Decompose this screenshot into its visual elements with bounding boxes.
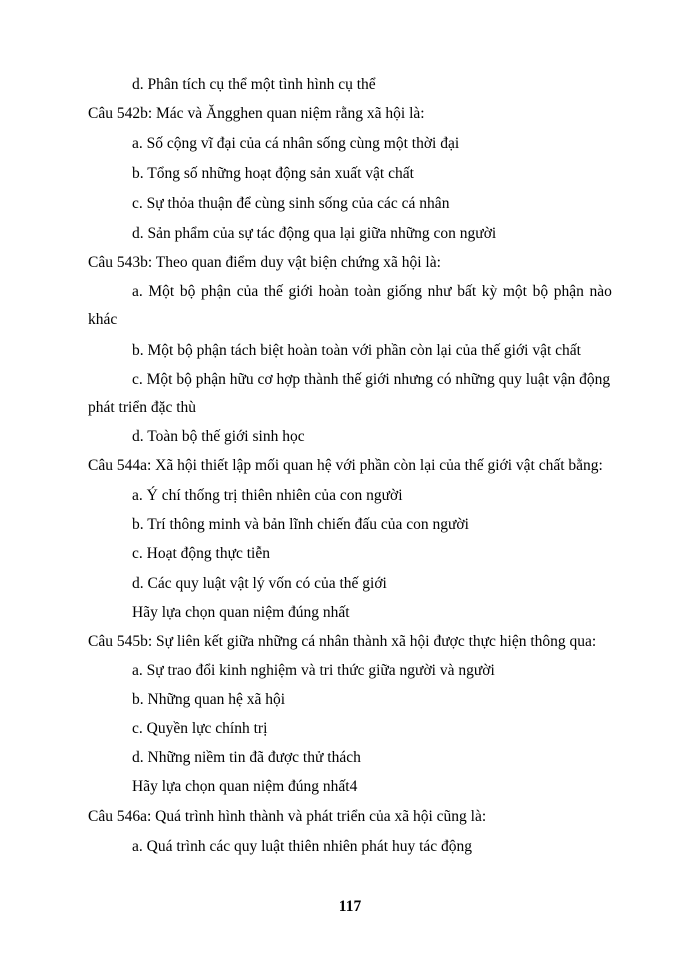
instruction-line: Hãy lựa chọn quan niệm đúng nhất (132, 604, 350, 621)
question-545b: Câu 545b: Sự liên kết giữa những cá nhân thành xã hội được thực hiện thông qua: (88, 633, 597, 650)
word: giống (386, 283, 423, 300)
word: một (502, 283, 527, 300)
word: phận (200, 283, 232, 300)
option-line: b. Trí thông minh và bản lĩnh chiến đấu của con người (132, 516, 469, 533)
option-line: b. Những quan hệ xã hội (132, 691, 286, 708)
option-continuation: khác (88, 311, 118, 328)
option-continuation: phát triển đặc thù (88, 399, 197, 416)
option-line: d. Những niềm tin đã được thử thách (132, 749, 361, 766)
option-line: a. Quá trình các quy luật thiên nhiên phát huy tác động (132, 838, 473, 855)
word: bất (457, 283, 477, 300)
option-line: b. Tổng số những hoạt động sản xuất vật chất (132, 165, 414, 182)
question-546a: Câu 546a: Quá trình hình thành và phát triển của xã hội cũng là: (88, 808, 487, 825)
option-line: b. Một bộ phận tách biệt hoàn toàn với phần còn lại của thế giới vật chất (132, 342, 581, 359)
option-line: d. Toàn bộ thế giới sinh học (132, 428, 305, 445)
word: toàn (354, 283, 382, 300)
question-544a: Câu 544a: Xã hội thiết lập mối quan hệ với phần còn lại của thế giới vật chất bằng: (88, 457, 603, 474)
page-number: 117 (338, 898, 362, 915)
option-line: c. Hoạt động thực tiễn (132, 545, 270, 562)
option-line (132, 283, 612, 301)
word: như (427, 283, 452, 300)
option-line: c. Một bộ phận hữu cơ hợp thành thế giới nhưng có những quy luật vận động (132, 371, 611, 388)
option-line: c. Quyền lực chính trị (132, 720, 268, 737)
instruction-line: Hãy lựa chọn quan niệm đúng nhất4 (132, 778, 358, 795)
word: bộ (179, 283, 196, 300)
option-line: a. Sự trao đổi kinh nghiệm và tri thức giữa người và người (132, 662, 495, 679)
question-542b: Câu 542b: Mác và Ăngghen quan niệm rằng xã hội là: (88, 105, 425, 122)
option-line: d. Sản phẩm của sự tác động qua lại giữa những con người (132, 225, 497, 242)
question-543b: Câu 543b: Theo quan điểm duy vật biện chứng xã hội là: (88, 254, 441, 271)
word: hoàn (318, 283, 349, 300)
option-line: a. Số cộng vĩ đại của cá nhân sống cùng một thời đại (132, 135, 460, 152)
option-line: d. Các quy luật vật lý vốn có của thế giới (132, 575, 387, 592)
option-line: a. Ý chí thống trị thiên nhiên của con người (132, 487, 403, 504)
word: giới (288, 283, 314, 300)
word: nào (589, 283, 612, 300)
word: bộ (532, 283, 549, 300)
word: kỳ (481, 283, 498, 300)
word: phận (553, 283, 584, 300)
word: a. (132, 283, 143, 300)
option-line: c. Sự thỏa thuận để cùng sinh sống của các cá nhân (132, 195, 450, 212)
word: của (236, 283, 259, 300)
word: thế (263, 283, 283, 300)
word: Một (148, 283, 175, 300)
text-line: d. Phân tích cụ thể một tình hình cụ thể (132, 76, 376, 93)
